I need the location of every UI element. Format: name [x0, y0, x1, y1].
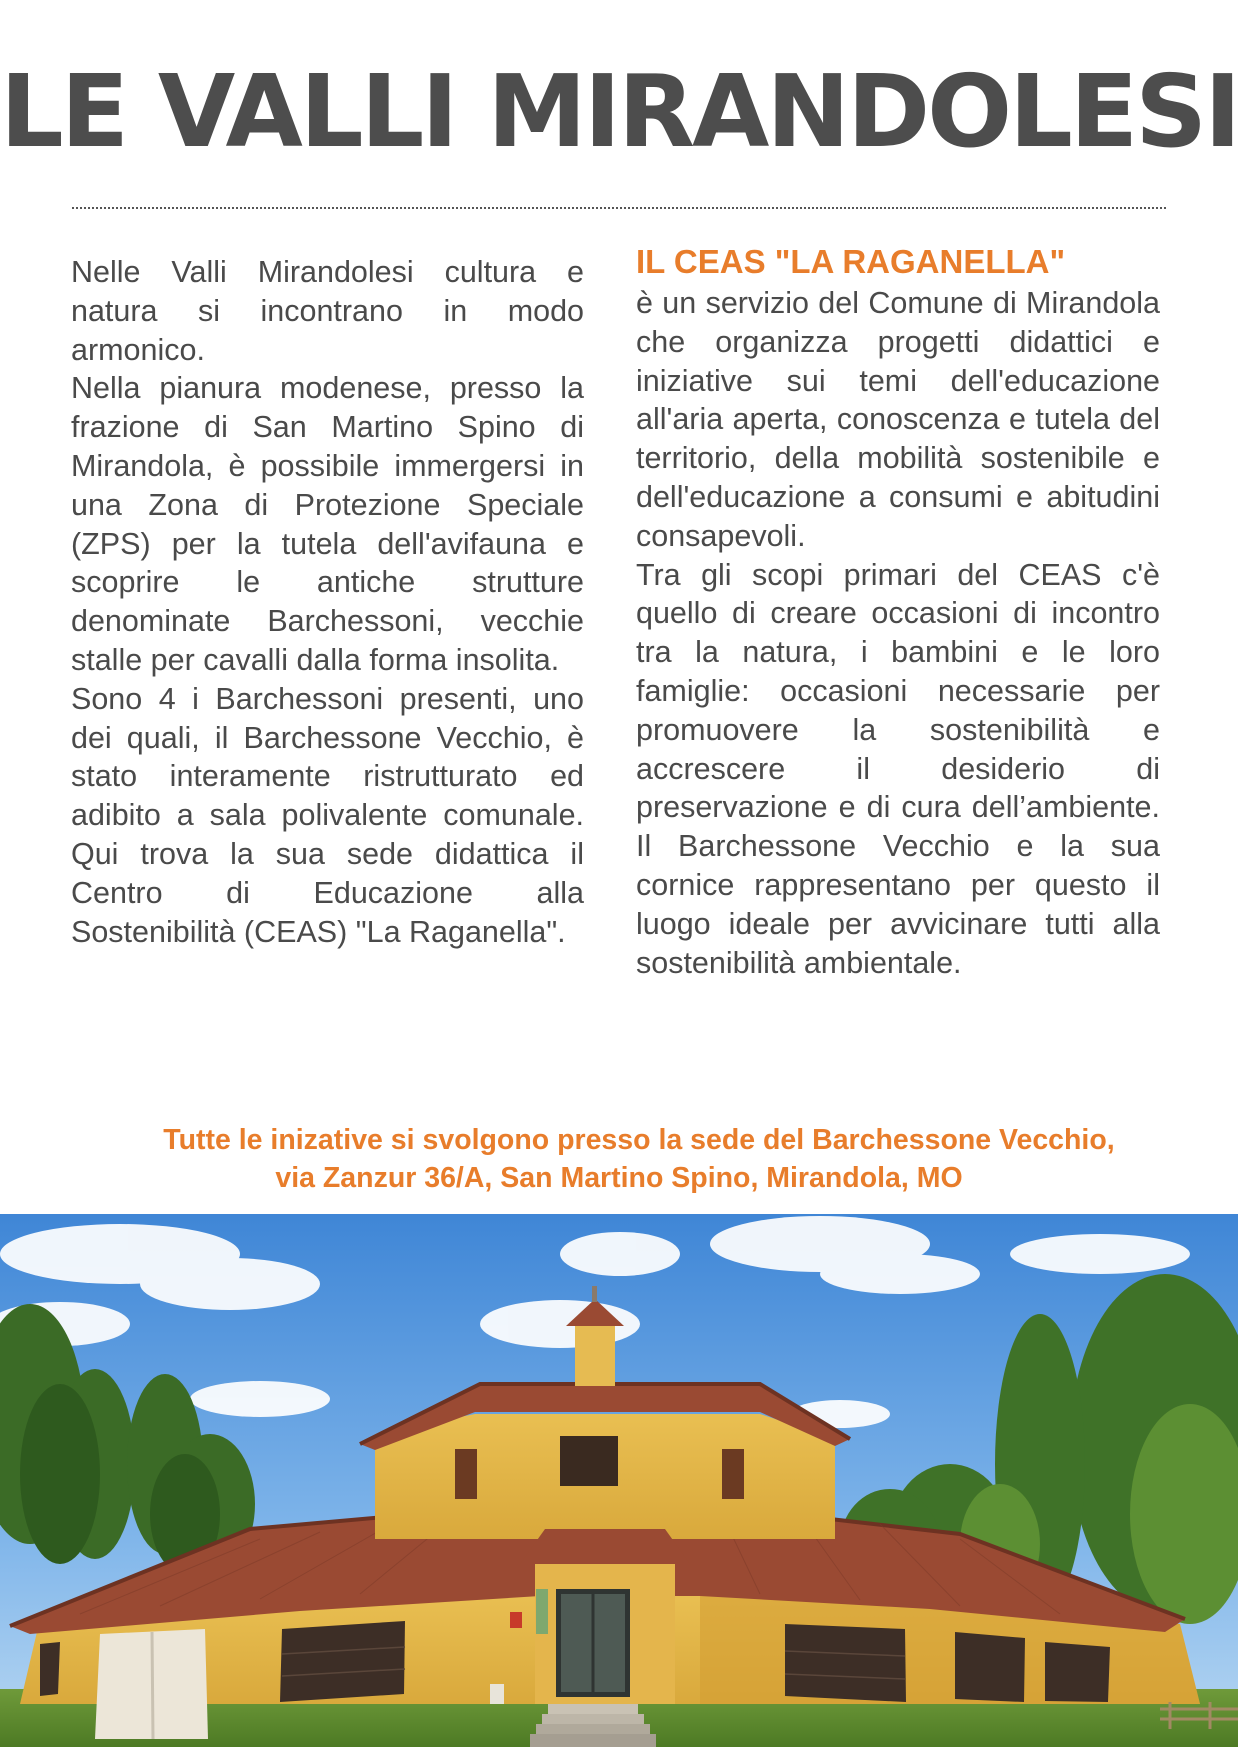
left-paragraph-intro: Nelle Valli Mirandolesi cultura e natura si incontrano in modo armonico. — [71, 255, 584, 367]
left-paragraph-barchessoni: Sono 4 i Barchessoni presenti, uno dei quali, il Barchessone Vecchio, è stato interamente ristrutturato ed adibito a sala polivalente comunale. Qui trova la sua sede didattica il Centro di Educazione alla Sostenibilità (CEAS) "La Raganella". — [71, 681, 584, 949]
right-paragraph-service: è un servizio del Comune di Mirandola che organizza progetti didattici e iniziative sui temi dell'educazione all'aria aperta, conoscenza e tutela del territorio, della mobilità sostenibile e dell'educazione a consumi e abitudini consapevoli. — [636, 286, 1160, 553]
dotted-divider — [72, 207, 1166, 209]
address-note-line-1: Tutte le inizative si svolgono presso la sede del Barchessone Vecchio, — [163, 1124, 1115, 1156]
address-note-line-2: via Zanzur 36/A, San Martino Spino, Mirandola, MO — [275, 1162, 963, 1194]
left-column — [71, 253, 584, 951]
barchessone-photo — [0, 1214, 1238, 1747]
address-note — [0, 1121, 1238, 1197]
page-title: LE VALLI MIRANDOLESI — [0, 53, 1238, 170]
right-paragraph-goals: Tra gli scopi primari del CEAS c'è quello di creare occasioni di incontro tra la natura, i bambini e le loro famiglie: occasioni necessarie per promuovere la sostenibilità e accrescere il desiderio di preservazione e di cura dell’ambiente. Il Barchessone Vecchio e la sua cornice rappresentano per questo il luogo ideale per avvicinare tutti alla sostenibilità ambientale. — [636, 557, 1160, 980]
right-column — [636, 240, 1160, 982]
left-paragraph-zps: Nella pianura modenese, presso la frazione di San Martino Spino di Mirandola, è possibile immergersi in una Zona di Protezione Speciale (ZPS) per la tutela dell'avifauna e scoprire le antiche strutture denominate Barchessoni, vecchie stalle per cavalli dalla forma insolita. — [71, 371, 584, 677]
ceas-heading: IL CEAS "LA RAGANELLA" — [636, 243, 1066, 280]
